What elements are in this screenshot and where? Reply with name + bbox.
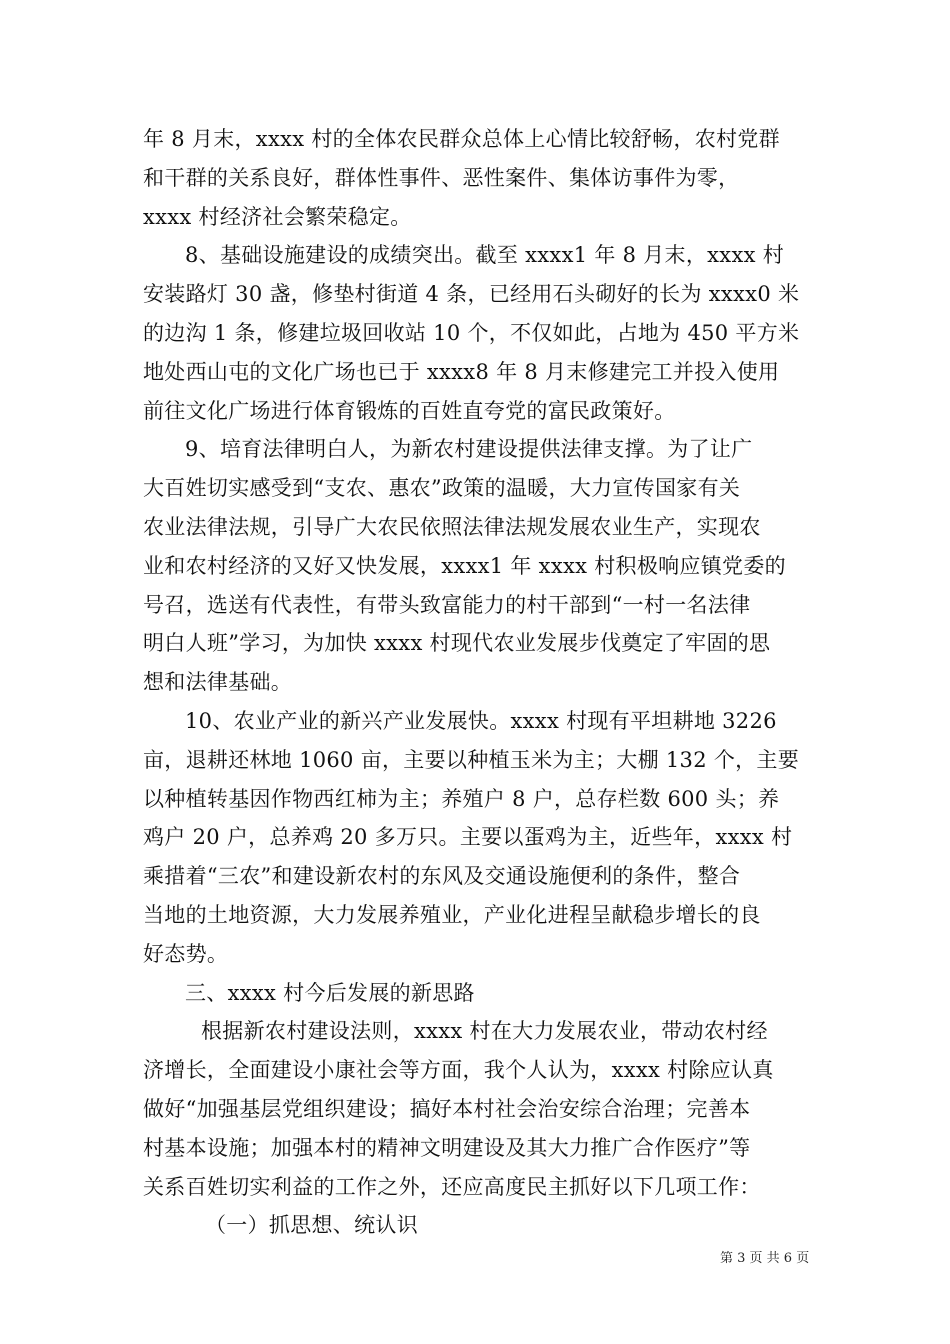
text-line: 前往文化广场进行体育锻炼的百姓直夸党的富民政策好。	[143, 398, 676, 423]
paragraph-start-line: 10、农业产业的新兴产业发展快。xxxx 村现有平坦耕地 3226	[185, 708, 777, 733]
text-line: xxxx 村经济社会繁荣稳定。	[143, 204, 412, 229]
text-line: 年 8 月末，xxxx 村的全体农民群众总体上心情比较舒畅，农村党群	[143, 127, 780, 151]
document-body	[143, 120, 811, 1245]
text-line: 村基本设施；加强本村的精神文明建设及其大力推广合作医疗”等	[143, 1135, 751, 1160]
text-line: 好态势。	[143, 941, 229, 966]
text-line: 做好“加强基层党组织建设；搞好本村社会治安综合治理；完善本	[143, 1096, 751, 1121]
text-line: 想和法律基础。	[143, 670, 293, 695]
text-line: 以种植转基因作物西红柿为主；养殖户 8 户，总存栏数 600 头；养	[143, 786, 780, 811]
text-line: 济增长，全面建设小康社会等方面，我个人认为，xxxx 村除应认真	[143, 1058, 774, 1083]
text-line: 地处西山屯的文化广场也已于 xxxx8 年 8 月末修建完工并投入使用	[143, 359, 780, 384]
text-line: 农业法律法规，引导广大农民依照法律法规发展农业生产，实现农	[143, 514, 761, 539]
text-line: 乘措着“三农”和建设新农村的东风及交通设施便利的条件，整合	[143, 864, 741, 889]
text-line: 号召，选送有代表性，有带头致富能力的村干部到“一村一名法律	[143, 592, 751, 617]
text-line: 安装路灯 30 盏，修垫村街道 4 条，已经用石头砌好的长为 xxxx0 米	[143, 282, 800, 307]
text-line: 明白人班”学习，为加快 xxxx 村现代农业发展步伐奠定了牢固的思	[143, 631, 771, 656]
paragraph-start-line: 根据新农村建设法则，xxxx 村在大力发展农业，带动农村经	[201, 1019, 768, 1044]
text-line: 大百姓切实感受到“支农、惠农”政策的温暖，大力宣传国家有关	[143, 476, 741, 501]
paragraph-start-line: 8、基础设施建设的成绩突出。截至 xxxx1 年 8 月末，xxxx 村	[185, 243, 785, 268]
text-line: 和干群的关系良好，群体性事件、恶性案件、集体访事件为零，	[143, 165, 740, 190]
text-line: 亩，退耕还林地 1060 亩，主要以种植玉米为主；大棚 132 个，主要	[143, 747, 800, 772]
text-line: 关系百姓切实利益的工作之外，还应高度民主抓好以下几项工作：	[143, 1174, 761, 1199]
page-number-footer: 第 3 页 共 6 页	[720, 1251, 810, 1266]
text-line: 的边沟 1 条，修建垃圾回收站 10 个，不仅如此，占地为 450 平方米	[143, 320, 800, 345]
paragraph-start-line: 9、培育法律明白人，为新农村建设提供法律支撑。为了让广	[185, 437, 753, 462]
text-line: 当地的土地资源，大力发展养殖业，产业化进程呈献稳步增长的良	[143, 902, 761, 927]
subsection-heading: （一）抓思想、统认识	[205, 1213, 418, 1238]
text-line: 业和农村经济的又好又快发展，xxxx1 年 xxxx 村积极响应镇党委的	[143, 553, 786, 578]
section-heading: 三、xxxx 村今后发展的新思路	[185, 980, 475, 1005]
text-line: 鸡户 20 户，总养鸡 20 多万只。主要以蛋鸡为主，近些年，xxxx 村	[143, 825, 793, 850]
